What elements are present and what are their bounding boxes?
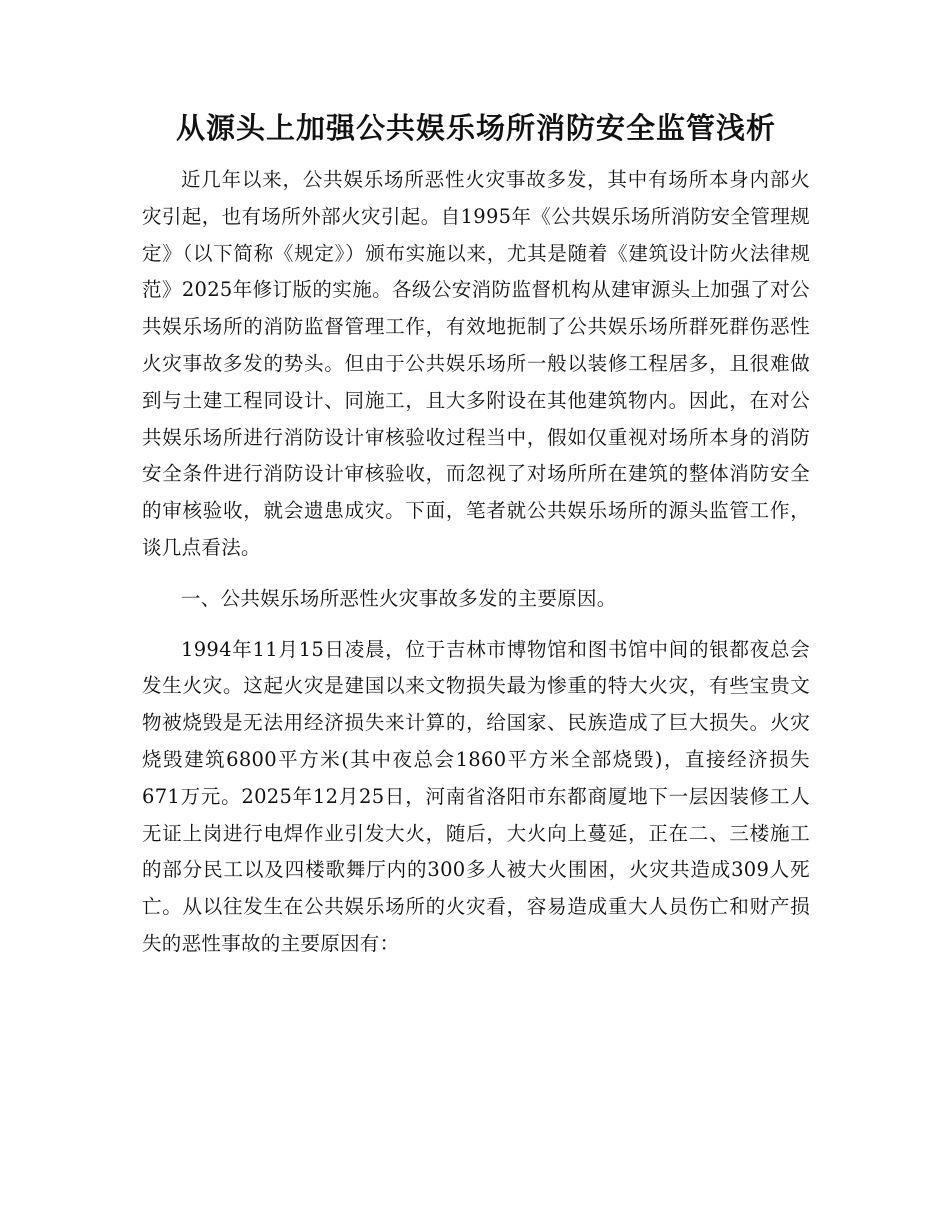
document-title: 从源头上加强公共娱乐场所消防安全监管浅析: [175, 111, 776, 145]
document-page: [142, 100, 810, 963]
case-paragraph: 1994年11月15日凌晨，位于吉林市博物馆和图书馆中间的银都夜总会发生火灾。这起火灾是建国以来文物损失最为惨重的特大火灾，有些宝贵文物被烧毁是无法用经济损失来计算的，给国家、民族造成了巨大损失。火灾烧毁建筑6800平方米(其中夜总会1860平方米全部烧毁)，直接经济损失671万元。2025年12月25日，河南省洛阳市东都商厦地下一层因装修工人无证上岗进行电焊作业引发大火，随后，大火向上蔓延，正在二、三楼施工的部分民工以及四楼歌舞厅内的300多人被大火围困，火灾共造成309人死亡。从以往发生在公共娱乐场所的火灾看，容易造成重大人员伤亡和财产损失的恶性事故的主要原因有：: [142, 637, 810, 955]
section-heading: 一、公共娱乐场所恶性火灾事故多发的主要原因。: [181, 586, 617, 610]
intro-paragraph: 近几年以来，公共娱乐场所恶性火灾事故多发，其中有场所本身内部火灾引起，也有场所外部火灾引起。自1995年《公共娱乐场所消防安全管理规定》（以下简称《规定》）颁布实施以来，尤其是随着《建筑设计防火法律规范》2025年修订版的实施。各级公安消防监督机构从建审源头上加强了对公共娱乐场所的消防监督管理工作，有效地扼制了公共娱乐场所群死群伤恶性火灾事故多发的势头。但由于公共娱乐场所一般以装修工程居多，且很难做到与土建工程同设计、同施工，且大多附设在其他建筑物内。因此，在对公共娱乐场所进行消防设计审核验收过程当中，假如仅重视对场所本身的消防安全条件进行消防设计审核验收，而忽视了对场所所在建筑的整体消防安全的审核验收，就会遗患成灾。下面，笔者就公共娱乐场所的源头监管工作，谈几点看法。: [142, 168, 810, 559]
